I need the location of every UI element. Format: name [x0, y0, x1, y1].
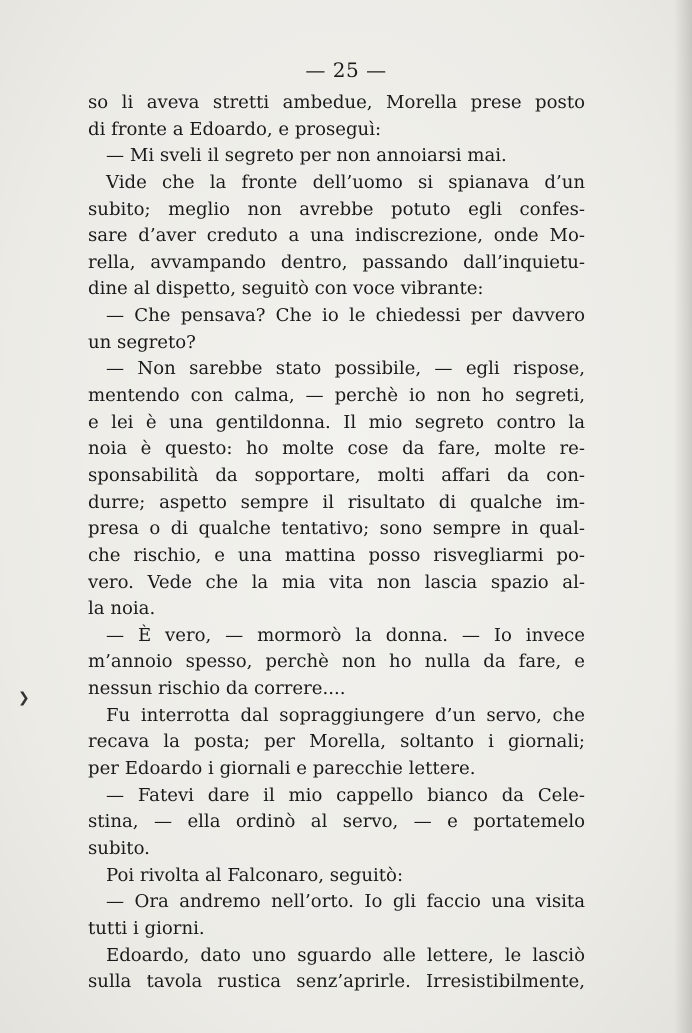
text-line: Fu interrotta dal sopraggiungere d’un servo, che — [106, 704, 585, 726]
text-line: subito. — [88, 837, 150, 859]
text-line: e lei è una gentildonna. Il mio segreto contro la — [88, 411, 585, 433]
text-line: che rischio, e una mattina posso risvegliarmi po- — [88, 544, 585, 566]
text-line: dine al dispetto, seguitò con voce vibrante: — [88, 278, 484, 300]
text-line: tutti i giorni. — [88, 917, 205, 939]
text-line: — Non sarebbe stato possibile, — egli rispose, — [106, 358, 585, 380]
text-line: Edoardo, dato uno sguardo alle lettere, le lasciò — [106, 944, 585, 966]
body-text — [88, 90, 585, 996]
text-line: stina, — ella ordinò al servo, — e portatemelo — [88, 811, 585, 833]
page-edge-shadow — [674, 0, 692, 1033]
text-line: — Fatevi dare il mio cappello bianco da Cele- — [106, 784, 585, 806]
text-line: la noia. — [88, 598, 156, 620]
text-line: sponsabilità da sopportare, molti affari da con- — [88, 464, 585, 486]
page-number: — 25 — — [305, 58, 387, 82]
text-line: un segreto? — [88, 331, 196, 353]
text-line: — È vero, — mormorò la donna. — Io invece — [106, 624, 585, 646]
margin-mark-icon: ❯ — [18, 690, 30, 706]
text-line: rella, avvampando dentro, passando dall’inquietu- — [88, 251, 585, 273]
text-line: — Che pensava? Che io le chiedessi per davvero — [106, 305, 585, 327]
text-line: Poi rivolta al Falconaro, seguitò: — [106, 864, 404, 886]
text-line: so li aveva stretti ambedue, Morella prese posto — [88, 92, 585, 113]
text-line: sare d’aver creduto a una indiscrezione, onde Mo- — [88, 225, 585, 247]
text-line: presa o di qualche tentativo; sono sempre in qual- — [88, 518, 585, 540]
text-line: Vide che la fronte dell’uomo si spianava d’un — [106, 171, 585, 193]
text-line: sulla tavola rustica senz’aprirle. Irresistibilmente, — [88, 971, 585, 993]
text-line: nessun rischio da correre.... — [88, 678, 346, 700]
text-line: durre; aspetto sempre il risultato di qualche im- — [88, 491, 585, 513]
text-line: recava la posta; per Morella, soltanto i giornali; — [88, 731, 585, 753]
text-line: vero. Vede che la mia vita non lascia spazio al- — [88, 571, 585, 593]
text-line: m’annoio spesso, perchè non ho nulla da fare, e — [88, 651, 585, 673]
text-line: — Mi sveli il segreto per non annoiarsi mai. — [106, 145, 507, 167]
text-line: noia è questo: ho molte cose da fare, molte re- — [88, 438, 585, 460]
text-line: subito; meglio non avrebbe potuto egli confes- — [88, 198, 585, 220]
text-line: mentendo con calma, — perchè io non ho segreti, — [88, 385, 585, 407]
text-line: di fronte a Edoardo, e proseguì: — [88, 118, 382, 140]
text-line: — Ora andremo nell’orto. Io gli faccio una visita — [106, 891, 585, 913]
text-line: per Edoardo i giornali e parecchie lettere. — [88, 758, 476, 780]
